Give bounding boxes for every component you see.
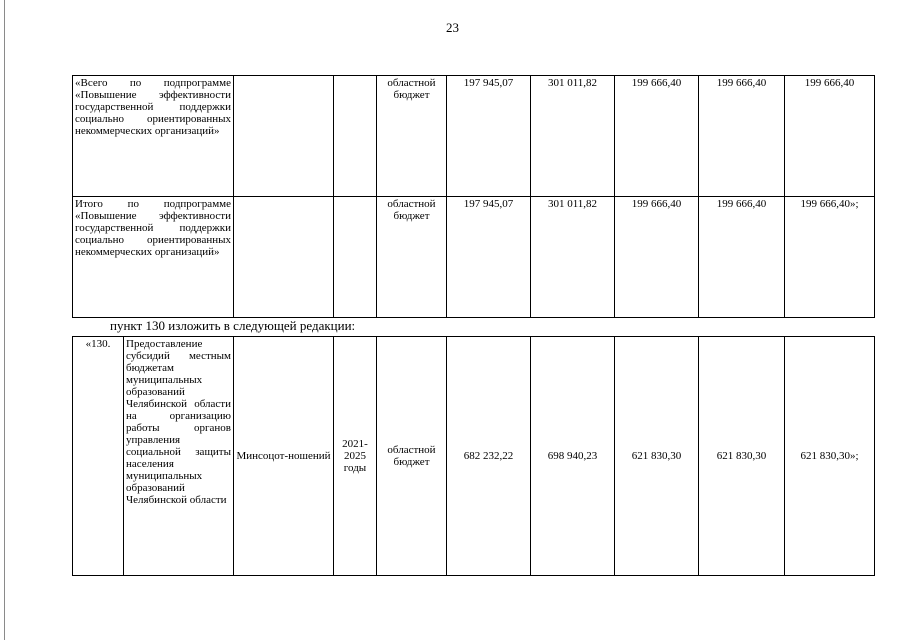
value-cell: 199 666,40	[785, 76, 875, 197]
period-cell	[334, 76, 377, 197]
item-130-table	[72, 336, 875, 576]
value-cell: 199 666,40	[615, 76, 699, 197]
value-cell: 301 011,82	[531, 76, 615, 197]
value-cell: 199 666,40	[699, 76, 785, 197]
table-row	[73, 337, 875, 576]
funding-source-cell: областной бюджет	[377, 197, 447, 318]
period-cell: 2021-2025 годы	[334, 337, 377, 576]
value-cell: 621 830,30	[699, 337, 785, 576]
row-label: Итого по подпрограмме «Повышение эффективности государственной поддержки социально ориентированных некоммерческих организаций»	[73, 197, 234, 318]
period-cell	[334, 197, 377, 318]
row-label: Предоставление субсидий местным бюджетам муниципальных образований Челябинской области на организацию работы органов управления социальной защиты населения муниципальных образований Челябинской области	[124, 337, 234, 576]
executor-cell	[234, 76, 334, 197]
executor-cell	[234, 197, 334, 318]
value-cell: 197 945,07	[447, 76, 531, 197]
value-cell: 301 011,82	[531, 197, 615, 318]
subprogram-totals-table	[72, 75, 875, 318]
item-number: «130.	[73, 337, 124, 576]
value-cell: 682 232,22	[447, 337, 531, 576]
page-number: 23	[446, 20, 459, 35]
value-cell: 199 666,40»;	[785, 197, 875, 318]
executor-cell: Минсоцот-ношений	[234, 337, 334, 576]
table-row	[73, 76, 875, 197]
row-label: «Всего по подпрограмме «Повышение эффективности государственной поддержки социально ориентированных некоммерческих организаций»	[73, 76, 234, 197]
funding-source-cell: областной бюджет	[377, 76, 447, 197]
value-cell: 621 830,30»;	[785, 337, 875, 576]
value-cell: 199 666,40	[699, 197, 785, 318]
funding-source-cell: областной бюджет	[377, 337, 447, 576]
value-cell: 698 940,23	[531, 337, 615, 576]
page-edge-line	[4, 0, 5, 640]
table-row	[73, 197, 875, 318]
value-cell: 621 830,30	[615, 337, 699, 576]
value-cell: 197 945,07	[447, 197, 531, 318]
value-cell: 199 666,40	[615, 197, 699, 318]
amendment-instruction: пункт 130 изложить в следующей редакции:	[110, 318, 356, 333]
